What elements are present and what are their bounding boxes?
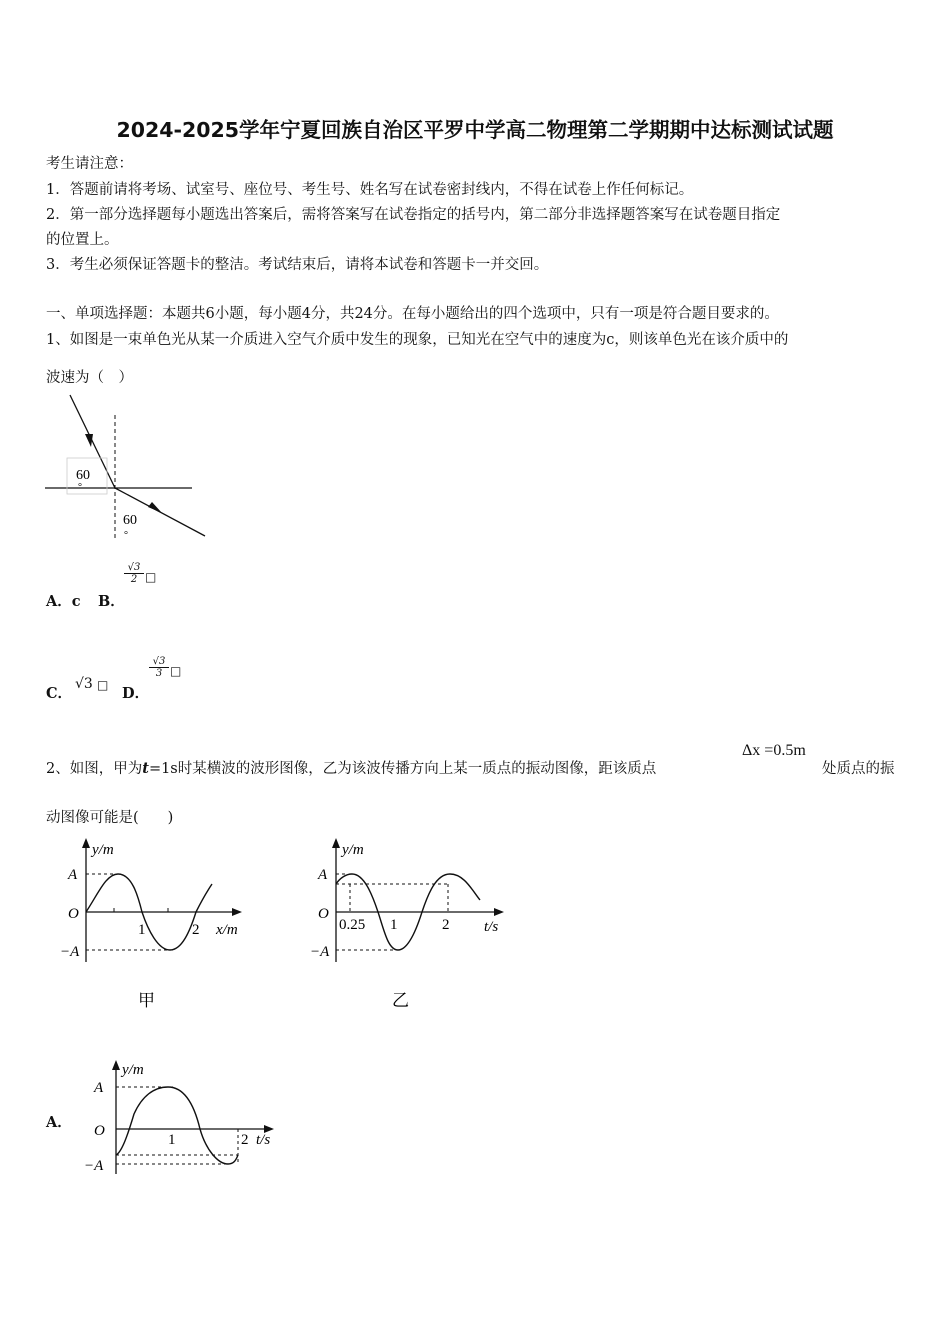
a-tick-2: 2 (241, 1132, 249, 1148)
q2-stem-post: 处质点的振 (822, 761, 895, 777)
yi-nega-label: −A (310, 944, 330, 960)
yi-a-label: A (318, 867, 328, 883)
yi-y-arrow (332, 838, 340, 848)
q1-option-d-fraction (149, 656, 169, 679)
jia-a-label: A (68, 867, 78, 883)
q2-option-a-label[interactable]: A． (46, 1114, 72, 1131)
notice-heading: 考生请注意： (46, 156, 133, 172)
q1-refraction-figure (40, 390, 210, 540)
notice-item-1: 1．答题前请将考场、试室号、座位号、考生号、姓名写在试卷密封线内，不得在试卷上作任何标记。 (46, 182, 694, 198)
a-tick-1: 1 (168, 1132, 176, 1148)
a-nega-label: −A (84, 1158, 104, 1174)
section1-heading: 一、单项选择题：本题共6小题，每小题4分，共24分。在每小题给出的四个选项中，只有一项是符合题目要求的。 (46, 306, 779, 322)
q1-option-c-value: √3 (75, 676, 93, 692)
a-y-arrow (112, 1060, 120, 1070)
yi-tick-1: 1 (390, 917, 398, 933)
q2-figure-jia (46, 836, 261, 1016)
refracted-arrow (148, 502, 162, 513)
q1-option-c-label[interactable]: C． (46, 685, 73, 702)
angle-bottom-deg: ° (124, 530, 128, 540)
b-denominator: 2 (130, 574, 138, 585)
d-numerator: √3 (149, 656, 169, 668)
q2-stem-line1 (46, 757, 656, 778)
q1-option-c-placeholder: □ (97, 678, 109, 692)
notice-item-2b: 的位置上。 (46, 232, 119, 248)
jia-tick-1: 1 (138, 922, 146, 938)
yi-xlabel: t/s (484, 919, 499, 935)
jia-o-label: O (68, 906, 79, 922)
q2-option-a-figure (78, 1054, 288, 1179)
incident-arrow (85, 434, 93, 447)
q1-option-d-placeholder: □ (170, 664, 182, 678)
q2-stem-t: t (142, 760, 149, 777)
angle-top-label: 60 (76, 468, 90, 483)
yi-x-arrow (494, 908, 504, 916)
a-ylabel: y/m (122, 1062, 144, 1078)
yi-o-label: O (318, 906, 329, 922)
q2-stem-line2: 动图像可能是( ) (46, 810, 174, 826)
q1-stem-line1: 1、如图是一束单色光从某一介质进入空气介质中发生的现象，已知光在空气中的速度为c，则该单色光在该介质中的 (46, 332, 789, 348)
q2-figure-yi (300, 836, 515, 1016)
q1-option-b-fraction (124, 562, 144, 585)
angle-bottom-label: 60 (123, 513, 137, 528)
d-denominator: 3 (155, 668, 163, 679)
notice-item-2a: 2．第一部分选择题每小题选出答案后，需将答案写在试卷指定的括号内，第二部分非选择题答案写在试卷题目指定 (46, 207, 781, 223)
a-o-label: O (94, 1123, 105, 1139)
a-vibration-curve (116, 1087, 238, 1164)
page-title: 2024-2025学年宁夏回族自治区平罗中学高二物理第二学期期中达标测试试题 (116, 118, 834, 142)
jia-tick-2: 2 (192, 922, 200, 938)
a-a-label: A (94, 1080, 104, 1096)
yi-caption: 乙 (392, 991, 409, 1010)
q1-option-a[interactable]: A．c (46, 593, 81, 610)
jia-y-arrow (82, 838, 90, 848)
jia-caption: 甲 (138, 991, 155, 1010)
jia-x-arrow (232, 908, 242, 916)
jia-xlabel: x/m (216, 922, 238, 938)
q1-option-b-placeholder: □ (145, 570, 157, 584)
q2-stem-pre: 2、如图，甲为 (46, 761, 143, 777)
jia-ylabel: y/m (92, 842, 114, 858)
angle-top-deg: ° (78, 482, 82, 493)
b-numerator: √3 (124, 562, 144, 574)
jia-nega-label: −A (60, 944, 80, 960)
q1-option-b-label[interactable]: B． (98, 593, 125, 610)
q1-option-d-label[interactable]: D． (122, 685, 150, 702)
yi-tick-025: 0.25 (339, 917, 366, 933)
notice-item-3: 3．考生必须保证答题卡的整洁。考试结束后，请将本试卷和答题卡一并交回。 (46, 257, 549, 273)
yi-tick-2: 2 (442, 917, 450, 933)
yi-ylabel: y/m (342, 842, 364, 858)
a-xlabel: t/s (256, 1132, 271, 1148)
q2-stem-mid: =1s时某横波的波形图像，乙为该波传播方向上某一质点的振动图像，距该质点 (148, 761, 657, 777)
q2-delta-x: Δx =0.5m (742, 742, 806, 759)
q1-stem-line2: 波速为（ ） (46, 370, 133, 386)
